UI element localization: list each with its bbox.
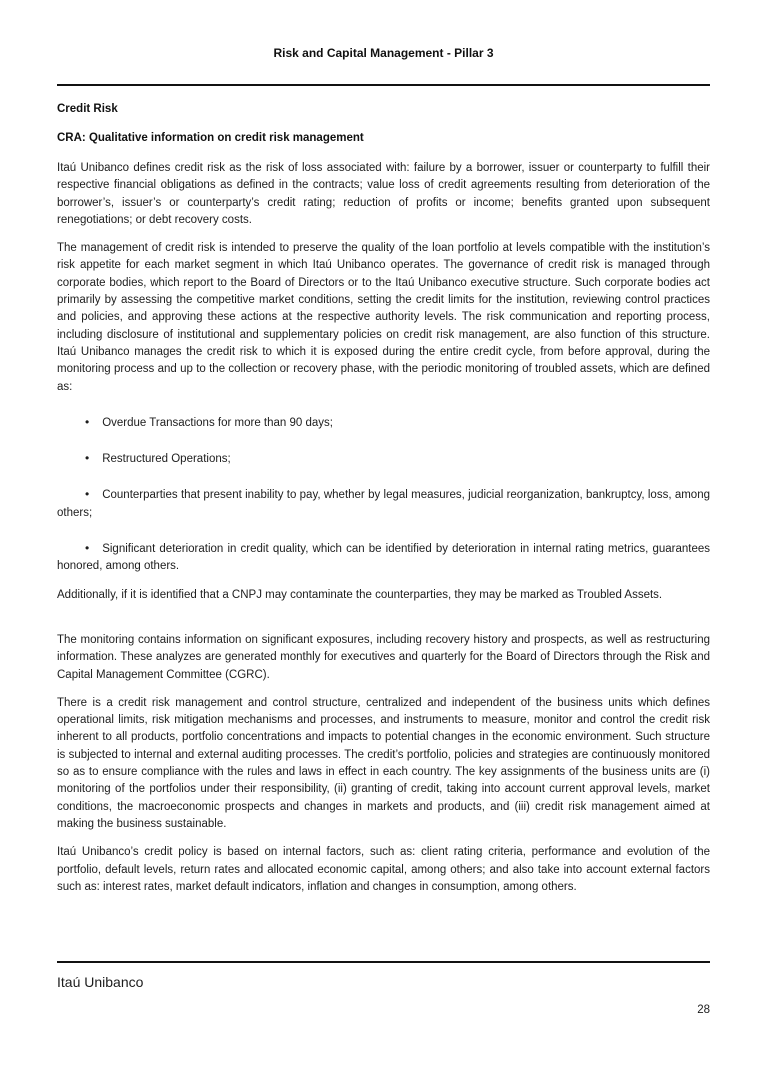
document-title: Risk and Capital Management - Pillar 3 (273, 46, 494, 60)
paragraph-credit-risk-definition: Itaú Unibanco defines credit risk as the risk of loss associated with: failure by a borrower, issuer or counterparty to fulfill their respective financial obligations as defined in the contracts; value loss of credit agreements resulting from deterioration of the borrower’s, issuer’s or counterparty’s credit rating; reduction of profits or income; benefits granted upon subsequent renegotiations; or debt recovery costs. (57, 162, 710, 226)
bullet-item-overdue (57, 414, 710, 432)
subsection-heading: CRA: Qualitative information on credit risk management (57, 132, 364, 144)
bullet-item-text: Significant deterioration in credit quality, which can be identified by deterioration in internal rating metrics, guarantees honored, among others. (57, 543, 710, 573)
bullet-item-restructured (57, 450, 710, 468)
paragraph-credit-policy: Itaú Unibanco’s credit policy is based on internal factors, such as: client rating criteria, performance and evolution of the portfolio, default levels, return rates and allocated economic capital, among others; and also take into account external factors such as: interest rates, market default indicators, inflation and changes in consumption, among others. (57, 846, 710, 893)
page-footer (57, 961, 710, 1016)
section-heading: Credit Risk (57, 103, 118, 115)
paragraph-control-structure: There is a credit risk management and control structure, centralized and independent of the business units which defines operational limits, risk mitigation mechanisms and processes, and instruments to measure, monitor and control the credit risk inherent to all products, portfolio concentrations and impacts to potential changes in the economic environment. Such structure is subjected to internal and external auditing processes. The credit’s portfolio, policies and strategies are continuously monitored so as to ensure compliance with the rules and laws in effect in each country. The key assignments of the business units are (i) monitoring of the portfolios under their responsibility, (ii) granting of credit, taking into account current approval levels, market conditions, the macroeconomic prospects and changes in markets and products, and (iii) credit risk management aimed at making the business sustainable. (57, 696, 710, 830)
header-rule (57, 84, 710, 86)
bullet-item-text: Restructured Operations; (102, 453, 231, 466)
bullet-item-deterioration (57, 540, 710, 576)
bullet-icon: • (85, 487, 90, 502)
bullet-item-counterparties (57, 486, 710, 522)
footer-company-name: Itaú Unibanco (57, 974, 144, 990)
bullet-item-text: Counterparties that present inability to pay, whether by legal measures, judicial reorganization, bankruptcy, loss, among others; (57, 489, 710, 519)
paragraph-credit-risk-management: The management of credit risk is intended to preserve the quality of the loan portfolio at levels compatible with the institution’s risk appetite for each market segment in which Itaú Unibanco operates. The governance of credit risk is managed through corporate bodies, which report to the Board of Directors or to the Itaú Unibanco executive structure. Such corporate bodies act primarily by assessing the competitive market conditions, setting the credit limits for the institution, reviewing control practices and policies, and approving these actions at the respective authority levels. The risk communication and reporting process, including disclosure of institutional and supplementary policies on credit risk management, are also function of this structure. Itaú Unibanco manages the credit risk to which it is exposed during the entire credit cycle, from before approval, during the monitoring process and up to the collection or recovery phase, with the periodic monitoring of troubled assets, which are defined as: (57, 242, 710, 393)
page-number: 28 (697, 1004, 710, 1016)
bullet-icon: • (85, 451, 90, 466)
bullet-item-text: Overdue Transactions for more than 90 days; (102, 416, 333, 429)
footer-rule (57, 961, 710, 963)
bullet-icon: • (85, 541, 90, 556)
paragraph-additionally-cnpj: Additionally, if it is identified that a CNPJ may contaminate the counterparties, they may be marked as Troubled Assets. (57, 588, 663, 601)
paragraph-monitoring: The monitoring contains information on significant exposures, including recovery history and prospects, as well as restructuring information. These analyzes are generated monthly for executives and quarterly for the Board of Directors through the Risk and Capital Management Committee (CGRC). (57, 633, 710, 681)
bullet-icon: • (85, 414, 90, 429)
